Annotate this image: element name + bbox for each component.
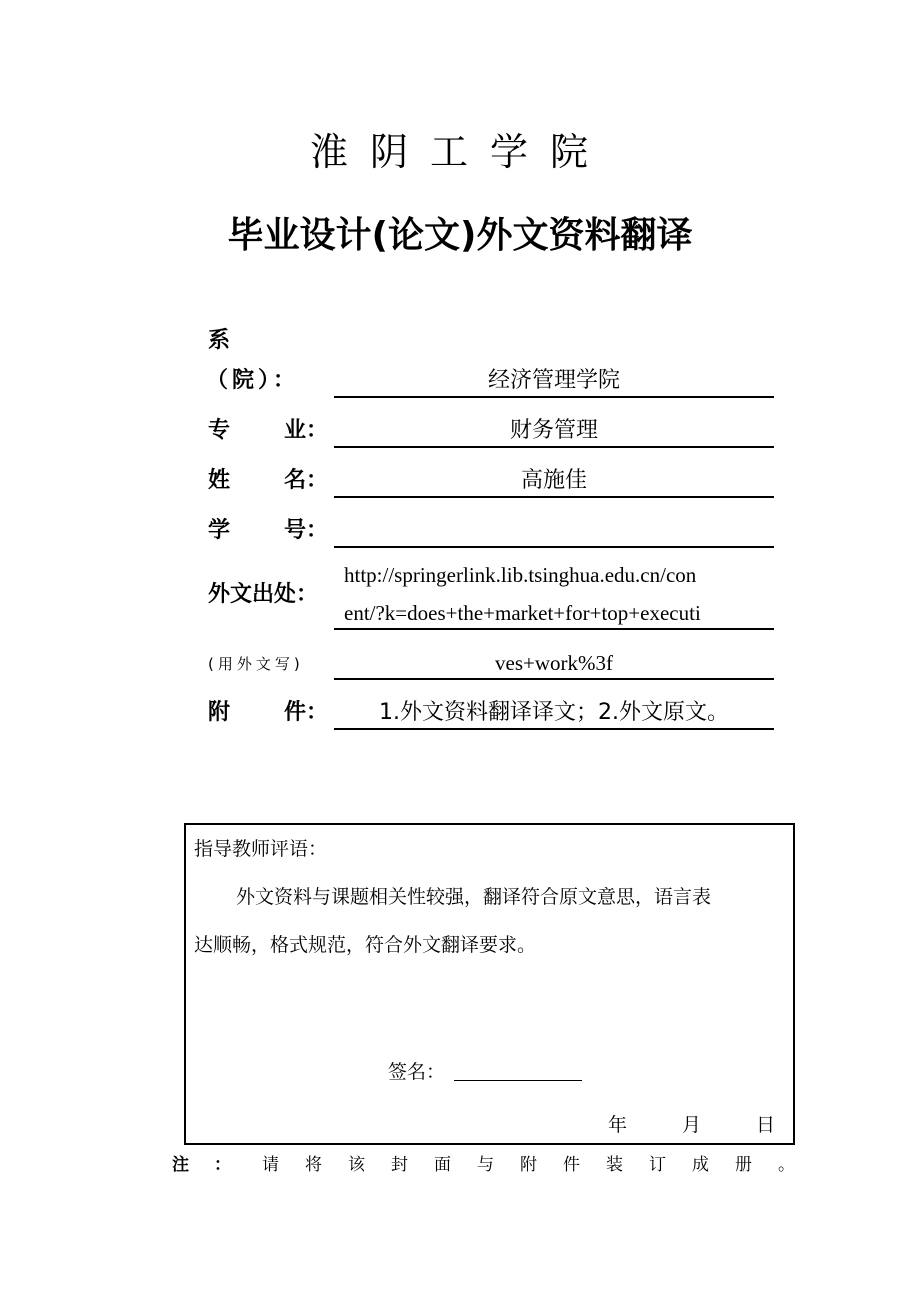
source-sub-label: (用外文写) (208, 655, 304, 673)
department-label-line2: （院）： (206, 368, 300, 393)
source-underline-2 (334, 678, 774, 680)
major-label-b: 业： (284, 418, 329, 443)
note-char: 附 (520, 1155, 537, 1175)
date-day: 日 (756, 1114, 776, 1136)
note-char: 件 (563, 1155, 580, 1175)
advisor-comment-box (184, 823, 795, 1145)
major-label-a: 专 (208, 418, 231, 443)
signature-label: 签名： (388, 1061, 446, 1083)
note-char: 将 (305, 1155, 322, 1175)
comment-heading: 指导教师评语： (194, 838, 328, 860)
name-label-a: 姓 (208, 468, 231, 493)
note-char: 该 (348, 1155, 365, 1175)
attachment-underline (334, 728, 774, 730)
note-char: 成 (692, 1155, 709, 1175)
school-name: 淮阴工学院 (309, 130, 610, 174)
comment-body-line2: 达顺畅，格式规范，符合外文翻译要求。 (194, 934, 537, 956)
source-label: 外文出处： (208, 582, 319, 607)
note-char: 订 (649, 1155, 666, 1175)
note-char: 装 (606, 1155, 623, 1175)
name-underline (334, 496, 774, 498)
note-char: 请 (262, 1155, 279, 1175)
source-line3: ves+work%3f (495, 651, 613, 675)
source-underline-1 (334, 628, 774, 630)
note-char: 。 (778, 1155, 795, 1175)
date-month: 月 (682, 1114, 702, 1136)
note-colon: ： (214, 1155, 231, 1175)
source-line2: ent/?k=does+the+market+for+top+executi (344, 601, 701, 625)
note-label: 注 (172, 1155, 189, 1175)
department-label-line1: 系 (208, 328, 231, 353)
note-char: 与 (477, 1155, 494, 1175)
comment-body-line1: 外文资料与课题相关性较强，翻译符合原文意思，语言表 (236, 886, 712, 908)
name-value: 高施佳 (520, 468, 587, 493)
student-id-label-b: 号： (284, 518, 329, 543)
document-title: 毕业设计(论文)外文资料翻译 (227, 215, 693, 256)
attachment-value: 1.外文资料翻译译文；2.外文原文。 (379, 700, 729, 725)
note-char: 封 (391, 1155, 408, 1175)
attachment-label-b: 件： (284, 700, 329, 725)
student-id-underline (334, 546, 774, 548)
source-line1: http://springerlink.lib.tsinghua.edu.cn/con (344, 563, 697, 587)
department-underline (334, 396, 774, 398)
department-value: 经济管理学院 (487, 368, 620, 393)
student-id-label-a: 学 (208, 518, 231, 543)
note-char: 面 (434, 1155, 451, 1175)
attachment-label-a: 附 (208, 700, 231, 725)
signature-line (454, 1080, 582, 1081)
date-year: 年 (608, 1114, 628, 1136)
major-value: 财务管理 (509, 418, 598, 443)
major-underline (334, 446, 774, 448)
name-label-b: 名： (284, 468, 329, 493)
note-char: 册 (735, 1155, 752, 1175)
